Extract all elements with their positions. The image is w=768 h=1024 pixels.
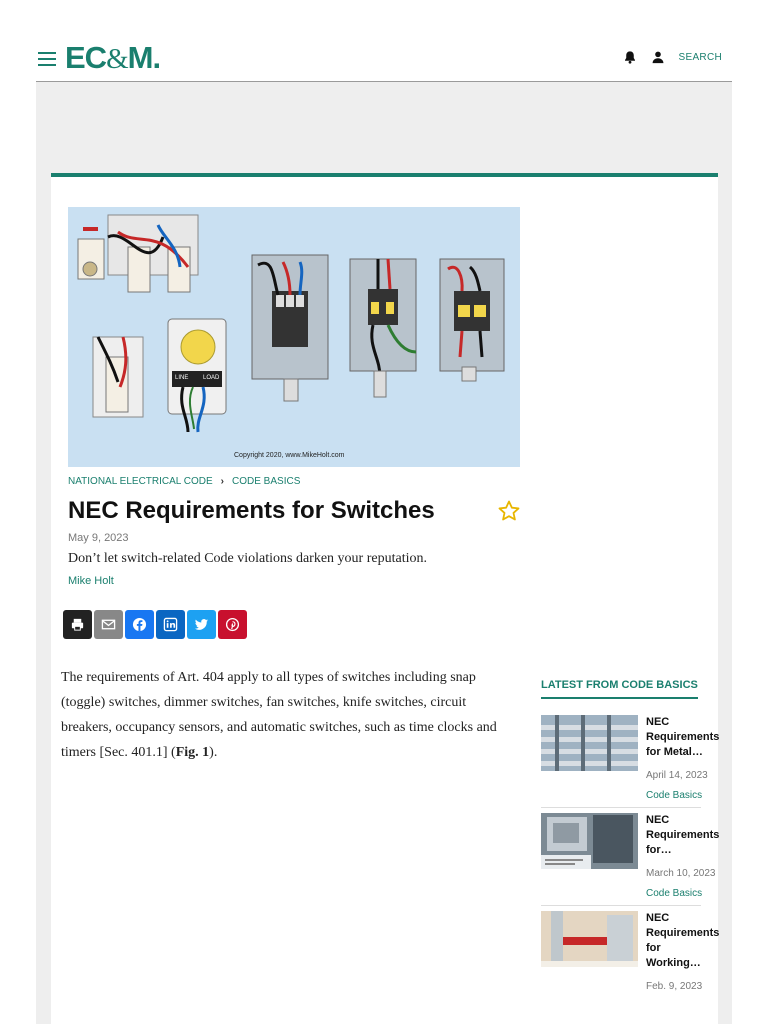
title-line: for… xyxy=(646,844,672,856)
article-body xyxy=(61,665,513,765)
sidebar-article[interactable] xyxy=(541,911,720,1009)
breadcrumb-national-electrical-code[interactable]: NATIONAL ELECTRICAL CODE xyxy=(68,476,213,487)
sidebar-article-title[interactable] xyxy=(646,813,718,858)
twitter-button[interactable] xyxy=(187,610,216,639)
hero-figure[interactable] xyxy=(68,207,520,467)
sidebar-divider xyxy=(541,807,701,808)
site-logo[interactable] xyxy=(65,40,160,76)
logo-text-end: M. xyxy=(127,40,161,75)
share-bar xyxy=(63,610,247,639)
sidebar-article-date: April 14, 2023 xyxy=(646,770,708,781)
article-thumbnail[interactable] xyxy=(541,715,638,771)
title-line: for Metal… xyxy=(646,746,703,758)
body-paragraph-end: ). xyxy=(209,745,218,760)
article-thumbnail[interactable] xyxy=(541,813,638,869)
breadcrumb xyxy=(68,476,300,487)
publish-date: May 9, 2023 xyxy=(68,532,129,544)
sidebar-article-date: Feb. 9, 2023 xyxy=(646,981,703,992)
pinterest-button[interactable] xyxy=(218,610,247,639)
sidebar-divider xyxy=(541,905,701,906)
title-line: Requirements xyxy=(646,927,720,939)
print-button[interactable] xyxy=(63,610,92,639)
print-icon xyxy=(70,617,85,632)
star-icon[interactable] xyxy=(497,499,521,523)
logo-ampersand: & xyxy=(106,43,128,75)
sidebar-article-category[interactable]: Code Basics xyxy=(646,888,703,899)
chevron-right-icon: › xyxy=(220,476,225,487)
sidebar-article-title[interactable] xyxy=(646,715,718,760)
sidebar-article[interactable] xyxy=(541,715,720,813)
sidebar-article-title[interactable] xyxy=(646,911,718,971)
header-tools xyxy=(623,50,722,64)
latest-sidebar xyxy=(541,675,720,992)
sidebar-article-meta xyxy=(646,911,718,992)
site-header xyxy=(0,0,768,82)
sidebar-heading: LATEST FROM CODE BASICS xyxy=(541,679,698,699)
article-thumbnail[interactable] xyxy=(541,911,638,967)
bell-icon[interactable] xyxy=(623,50,637,64)
sidebar-article-meta xyxy=(646,715,718,801)
sidebar-article-date: March 10, 2023 xyxy=(646,868,716,879)
search-link[interactable]: SEARCH xyxy=(678,51,722,63)
title-line: NEC xyxy=(646,716,670,728)
user-icon[interactable] xyxy=(651,50,665,64)
author-link[interactable]: Mike Holt xyxy=(68,575,114,587)
menu-icon[interactable] xyxy=(38,52,56,66)
figure-reference: Fig. 1 xyxy=(175,745,210,760)
pinterest-icon xyxy=(225,617,240,632)
body-paragraph: The requirements of Art. 404 apply to all types of switches including snap (toggle) switches, dimmer switches, fan switches, knife switches, circuit breakers, occupancy sensors, and automatic switches, such as time clocks and timers [Sec. 401.1] ( xyxy=(61,670,497,760)
article-dek: Don’t let switch-related Code violations darken your reputation. xyxy=(68,551,427,566)
sidebar-article-meta xyxy=(646,813,718,899)
article-container xyxy=(51,173,718,1024)
twitter-icon xyxy=(194,617,209,632)
facebook-icon xyxy=(132,617,147,632)
email-button[interactable] xyxy=(94,610,123,639)
title-line: for Working… xyxy=(646,942,701,969)
line-label: LINE xyxy=(175,375,189,381)
article-title: NEC Requirements for Switches xyxy=(68,497,435,524)
title-line: NEC xyxy=(646,814,670,826)
title-line: NEC xyxy=(646,912,670,924)
sidebar-article-category[interactable]: Code Basics xyxy=(646,790,703,801)
linkedin-icon xyxy=(163,617,178,632)
figure-caption: Copyright 2020, www.MikeHolt.com xyxy=(234,452,345,459)
breadcrumb-code-basics[interactable]: CODE BASICS xyxy=(232,476,301,487)
logo-text-main: EC xyxy=(65,40,107,75)
switch-diagram xyxy=(68,207,520,467)
facebook-button[interactable] xyxy=(125,610,154,639)
title-line: Requirements xyxy=(646,829,720,841)
load-label: LOAD xyxy=(203,375,220,381)
sidebar-article[interactable] xyxy=(541,813,720,911)
email-icon xyxy=(101,617,116,632)
linkedin-button[interactable] xyxy=(156,610,185,639)
title-line: Requirements xyxy=(646,731,720,743)
